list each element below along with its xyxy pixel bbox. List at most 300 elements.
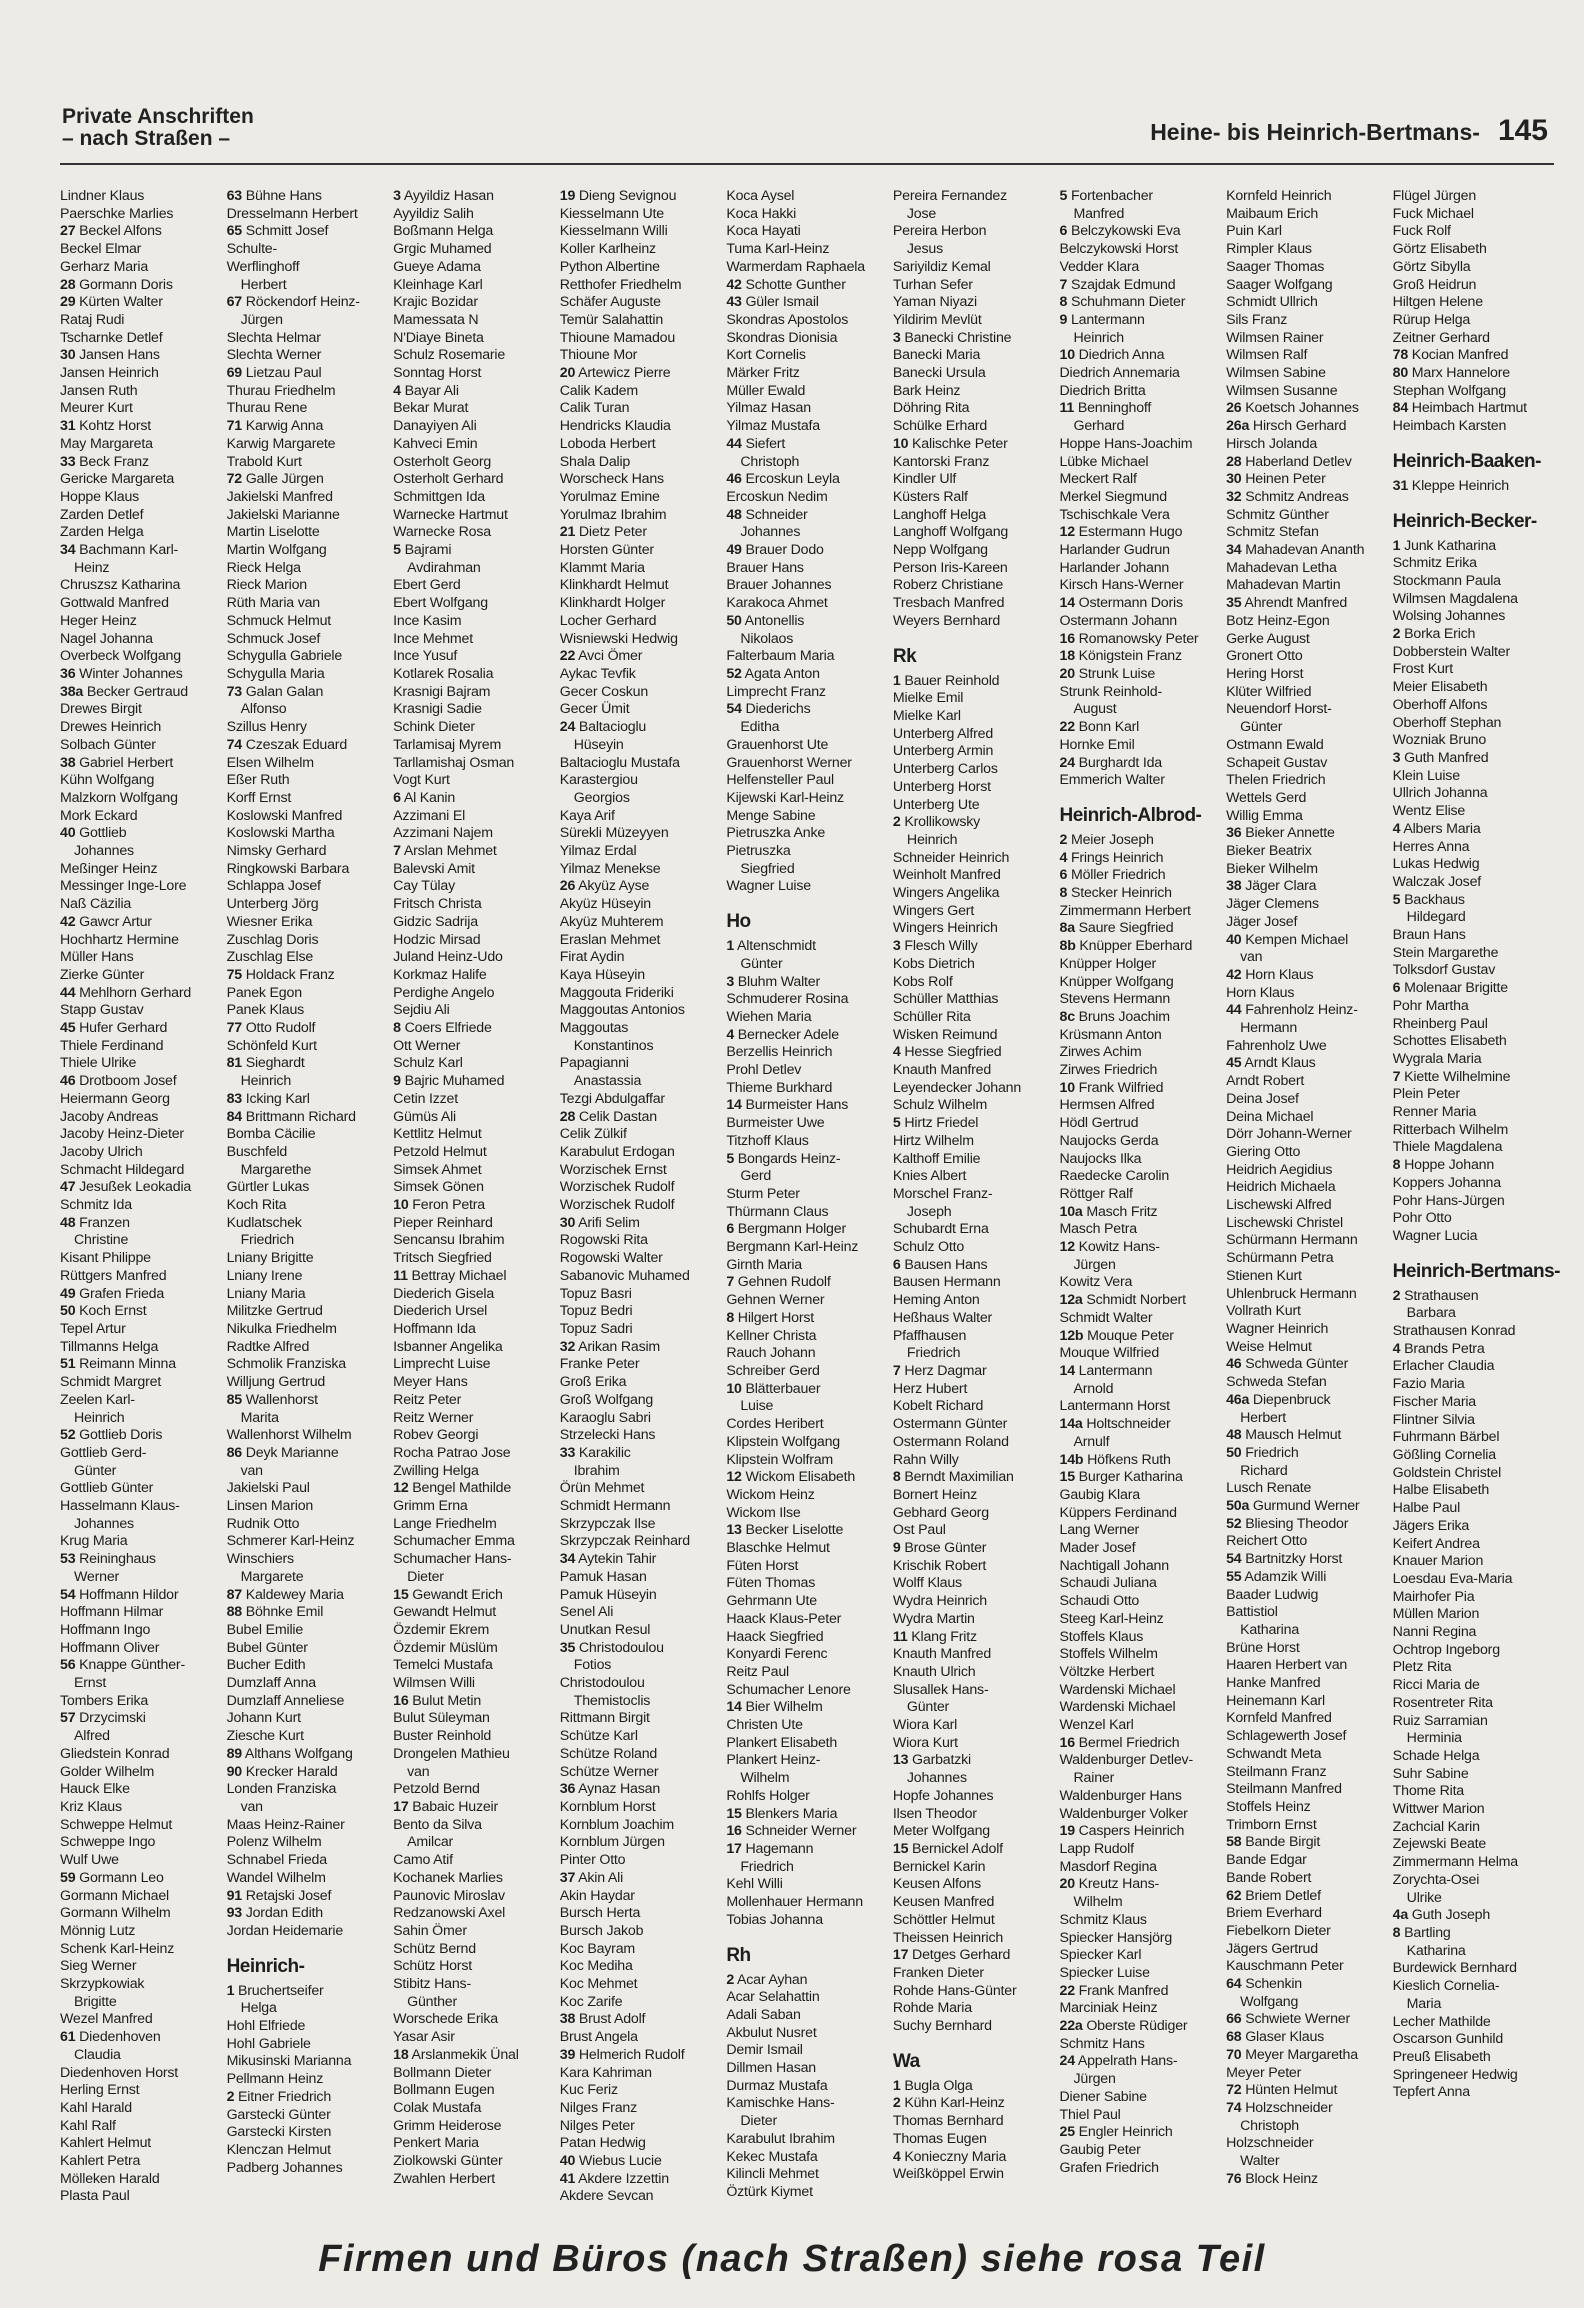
- directory-entry: Müller Hans: [60, 949, 134, 966]
- directory-entry: 8 Schuhmann Dieter: [1059, 294, 1186, 311]
- directory-entry: Grimm Erna: [393, 1498, 468, 1515]
- directory-entry: Falterbaum Maria: [726, 648, 835, 665]
- house-number: 26: [1226, 400, 1242, 417]
- directory-entry: Krug Maria: [60, 1533, 128, 1550]
- directory-entry: Wickom Heinz: [726, 1486, 815, 1503]
- directory-entry: Ostermann Roland: [892, 1433, 1009, 1450]
- directory-entry: Kirsch Hans-Werner: [1059, 577, 1184, 594]
- directory-entry: 65 Schmitt Josef: [226, 223, 329, 240]
- directory-entry: 62 Briem Detlef: [1226, 1887, 1321, 1904]
- directory-entry: Reitz Paul: [726, 1663, 789, 1680]
- house-number: 65: [226, 223, 242, 240]
- house-number: 19: [1059, 1823, 1075, 1840]
- house-number: 49: [60, 1285, 76, 1302]
- entry-continuation: Ernst: [74, 1675, 107, 1692]
- house-number: 35: [559, 1639, 576, 1656]
- directory-entry: Drewes Heinrich: [60, 719, 162, 736]
- house-number: 7: [393, 843, 401, 860]
- house-number: 7: [726, 1274, 735, 1291]
- house-number: 46: [1226, 1356, 1242, 1373]
- house-number: 4: [892, 1044, 901, 1061]
- directory-entry: Emmerich Walter: [1059, 772, 1165, 789]
- directory-entry: 8 Stecker Heinrich: [1059, 885, 1172, 902]
- house-number: 48: [1226, 1427, 1242, 1444]
- directory-entry: Stephan Wolfgang: [1392, 382, 1506, 399]
- directory-entry: Ziesche Kurt: [226, 1728, 304, 1745]
- directory-entry: Groß Wolfgang: [559, 1391, 654, 1408]
- directory-entry: Tepfert Anna: [1392, 2084, 1470, 2101]
- entry-continuation: Herbert: [1240, 1409, 1286, 1426]
- directory-entry: Görtz Sibylla: [1392, 258, 1471, 275]
- directory-entry: Deina Josef: [1226, 1090, 1299, 1107]
- directory-entry: Schubardt Erna: [892, 1221, 989, 1238]
- entry-continuation: Themistoclis: [573, 1692, 651, 1709]
- directory-entry: 85 Wallenhorst: [226, 1391, 318, 1408]
- house-number: 33: [60, 453, 76, 470]
- directory-entry: 28 Gormann Doris: [60, 276, 173, 293]
- directory-entry: Hoffmann Ingo: [60, 1621, 151, 1638]
- house-number: 4: [393, 382, 401, 399]
- directory-entry: Schink Dieter: [393, 719, 475, 736]
- directory-entry: Lniany Brigitte: [226, 1250, 314, 1267]
- entry-continuation: Günther: [407, 1993, 458, 2010]
- house-number: 63: [226, 188, 242, 204]
- directory-entry: Menge Sabine: [726, 807, 816, 824]
- directory-entry: 7 Kiette Wilhelmine: [1392, 1068, 1511, 1085]
- directory-entry: Merkel Siegmund: [1059, 488, 1167, 505]
- directory-entry: Zwilling Helga: [393, 1462, 479, 1479]
- directory-entry: Kobelt Richard: [892, 1398, 984, 1415]
- house-number: 84: [1392, 400, 1409, 417]
- directory-entry: Kisant Philippe: [60, 1250, 151, 1267]
- house-number: 3: [1392, 749, 1401, 766]
- directory-entry: Redzanowski Axel: [393, 1905, 506, 1922]
- directory-entry: Zwahlen Herbert: [393, 2170, 496, 2187]
- entry-continuation: Konstantinos: [573, 1037, 654, 1054]
- directory-entry: Unterberg Armin: [892, 743, 994, 760]
- directory-entry: Schütze Roland: [559, 1745, 658, 1762]
- directory-entry: Koc Zarife: [559, 1993, 623, 2010]
- directory-entry: Gerharz Maria: [60, 258, 149, 275]
- directory-entry: Nepp Wolfgang: [892, 542, 988, 559]
- directory-entry: Wezel Manfred: [60, 2011, 153, 2028]
- house-number: 45: [60, 1020, 76, 1037]
- directory-entry: Cordes Heribert: [726, 1416, 824, 1433]
- directory-entry: Titzhoff Klaus: [726, 1132, 809, 1149]
- directory-entry: Theissen Heinrich: [892, 1929, 1004, 1946]
- directory-entry: Kornfeld Heinrich: [1226, 188, 1332, 204]
- directory-entry: Koslowski Manfred: [226, 807, 343, 824]
- directory-entry: Jansen Heinrich: [60, 365, 159, 382]
- house-number: 10a: [1059, 1203, 1083, 1220]
- directory-entry: Schapeit Gustav: [1226, 754, 1328, 771]
- house-number: 24: [559, 719, 576, 736]
- house-number: 58: [1226, 1834, 1242, 1851]
- directory-entry: Banecki Ursula: [892, 365, 986, 382]
- house-number: 2: [1392, 1287, 1401, 1304]
- directory-entry: Pamuk Hüseyin: [559, 1586, 657, 1603]
- house-number: 78: [1392, 347, 1409, 364]
- directory-entry: 18 Arslanmekik Ünal: [393, 2046, 519, 2063]
- directory-column-7: [1060, 188, 1219, 2206]
- directory-entry: Hering Horst: [1226, 665, 1304, 682]
- house-number: 52: [60, 1427, 76, 1444]
- directory-entry: Blaschke Helmut: [726, 1540, 830, 1557]
- directory-entry: Grgic Muhamed: [393, 241, 492, 258]
- directory-entry: Karwig Margarete: [226, 435, 336, 452]
- directory-entry: Azzimani Najem: [393, 825, 493, 842]
- directory-entry: 10a Masch Fritz: [1059, 1203, 1158, 1220]
- directory-entry: Kühn Wolfgang: [60, 772, 155, 789]
- directory-entry: Nilges Franz: [559, 2099, 637, 2116]
- house-number: 32: [559, 1338, 576, 1355]
- house-number: 6: [393, 789, 401, 806]
- header-rule: [60, 163, 1554, 165]
- directory-entry: Unterberg Ute: [892, 796, 980, 813]
- directory-entry: Schmitz Ida: [60, 1197, 132, 1214]
- directory-entry: 83 Icking Karl: [226, 1090, 310, 1107]
- directory-entry: Garstecki Kirsten: [226, 2124, 332, 2141]
- directory-entry: Mahadevan Martin: [1226, 577, 1341, 594]
- entry-continuation: Günter: [74, 1462, 117, 1479]
- directory-entry: Gecer Ümit: [559, 701, 630, 718]
- entry-continuation: Johannes: [906, 1770, 967, 1787]
- directory-entry: Jäger Josef: [1226, 913, 1298, 930]
- directory-entry: Wentz Elise: [1392, 803, 1466, 820]
- directory-entry: Schmitz Stefan: [1226, 524, 1319, 541]
- directory-entry: Pereira Herbon: [892, 223, 987, 240]
- directory-entry: Wagner Luise: [726, 878, 811, 895]
- directory-entry: 51 Reimann Minna: [60, 1356, 176, 1373]
- entry-continuation: Ibrahim: [573, 1462, 620, 1479]
- street-heading: Rh: [726, 1944, 751, 1966]
- house-number: 41: [559, 2170, 576, 2187]
- directory-entry: Diedrich Britta: [1059, 382, 1146, 399]
- house-number: 8c: [1059, 1008, 1075, 1025]
- house-number: 15: [892, 1840, 909, 1857]
- house-number: 12: [726, 1469, 742, 1486]
- directory-entry: Schulz Wilhelm: [892, 1097, 988, 1114]
- directory-entry: Pletz Rita: [1392, 1659, 1452, 1676]
- directory-entry: Gebhard Georg: [892, 1504, 989, 1521]
- directory-entry: 50 Koch Ernst: [60, 1303, 147, 1320]
- directory-entry: 44 Fahrenholz Heinz-: [1226, 1002, 1358, 1019]
- house-number: 66: [1226, 2011, 1242, 2028]
- directory-entry: Akbulut Nusret: [726, 2024, 817, 2041]
- directory-entry: Konyardi Ferenc: [726, 1646, 828, 1663]
- directory-entry: Schygulla Gabriele: [226, 648, 343, 665]
- header-title-line2: – nach Straßen –: [62, 127, 231, 150]
- house-number: 44: [1226, 1002, 1242, 1019]
- directory-entry: 38 Jäger Clara: [1226, 878, 1317, 895]
- directory-entry: Heming Anton: [892, 1292, 980, 1309]
- directory-entry: Willjung Gertrud: [226, 1374, 326, 1391]
- directory-entry: Kara Kahriman: [559, 2064, 652, 2081]
- directory-entry: Wozniak Bruno: [1392, 732, 1487, 749]
- directory-entry: Tarlamisaj Myrem: [393, 736, 502, 753]
- directory-entry: 4 Bernecker Adele: [726, 1026, 839, 1043]
- directory-entry: Horsten Günter: [559, 542, 654, 559]
- directory-entry: 56 Knappe Günther-: [60, 1657, 185, 1674]
- directory-entry: Schülke Erhard: [892, 418, 988, 435]
- house-number: 81: [226, 1055, 242, 1072]
- directory-entry: Kauschmann Peter: [1226, 1958, 1344, 1975]
- directory-entry: 57 Drzycimski: [60, 1710, 146, 1727]
- directory-entry: Halbe Elisabeth: [1392, 1482, 1490, 1499]
- directory-entry: Schumacher Emma: [393, 1533, 515, 1550]
- directory-entry: Paunovic Miroslav: [393, 1887, 505, 1904]
- directory-entry: 2 Kühn Karl-Heinz: [892, 2095, 1005, 2112]
- directory-entry: Schlagewerth Josef: [1226, 1728, 1347, 1745]
- directory-entry: 16 Romanowsky Peter: [1059, 630, 1199, 647]
- entry-continuation: Heinrich: [906, 831, 958, 848]
- house-number: 70: [1226, 2046, 1242, 2063]
- directory-entry: N'Diaye Bineta: [393, 329, 484, 346]
- directory-entry: Koca Aysel: [726, 188, 795, 204]
- house-number: 33: [559, 1444, 576, 1461]
- directory-entry: Christen Ute: [726, 1717, 803, 1734]
- directory-entry: 15 Blenkers Maria: [726, 1805, 838, 1822]
- directory-entry: Hermsen Alfred: [1059, 1097, 1155, 1114]
- directory-entry: Overbeck Wolfgang: [60, 648, 181, 665]
- directory-entry: 76 Block Heinz: [1226, 2170, 1318, 2187]
- house-number: 89: [226, 1745, 242, 1762]
- directory-entry: Kornblum Jürgen: [559, 1834, 665, 1851]
- directory-entry: Krasnigi Sadie: [393, 701, 482, 718]
- directory-entry: Diedenhoven Horst: [60, 2064, 179, 2081]
- directory-entry: Schmidt Hermann: [559, 1498, 671, 1515]
- directory-entry: Groß Heidrun: [1392, 276, 1477, 293]
- directory-entry: Lübke Michael: [1059, 453, 1149, 470]
- directory-entry: Unterberg Alfred: [892, 725, 994, 742]
- entry-continuation: Wolfgang: [1240, 1993, 1299, 2010]
- directory-entry: Wettels Gerd: [1226, 789, 1307, 806]
- directory-entry: Örün Mehmet: [559, 1480, 645, 1497]
- directory-entry: Heidrich Aegidius: [1226, 1161, 1333, 1178]
- directory-entry: Briem Everhard: [1226, 1905, 1322, 1922]
- directory-entry: Pohr Otto: [1392, 1210, 1452, 1227]
- house-number: 77: [226, 1020, 242, 1037]
- directory-entry: 24 Baltacioglu: [559, 719, 647, 736]
- house-number: 22a: [1059, 2018, 1083, 2035]
- directory-entry: Mairhofer Pia: [1392, 1588, 1475, 1605]
- directory-entry: Neuendorf Horst-: [1226, 701, 1332, 718]
- directory-entry: Petzold Helmut: [393, 1143, 487, 1160]
- house-number: 40: [1226, 931, 1242, 948]
- entry-continuation: August: [1073, 701, 1117, 718]
- directory-entry: 10 Frank Wilfried: [1059, 1079, 1164, 1096]
- directory-entry: 1 Junk Katharina: [1392, 537, 1496, 554]
- directory-entry: 4 Brands Petra: [1392, 1340, 1485, 1357]
- house-number: 26: [559, 878, 576, 895]
- entry-continuation: Hüseyin: [573, 736, 624, 753]
- directory-entry: 12 Wickom Elisabeth: [726, 1469, 856, 1486]
- directory-entry: Grafen Friedrich: [1059, 2159, 1159, 2176]
- directory-entry: 14 Burmeister Hans: [726, 1097, 849, 1114]
- directory-entry: Dumzlaff Anna: [226, 1675, 316, 1692]
- directory-entry: Boßmann Helga: [393, 223, 494, 240]
- directory-entry: Akyüz Hüseyin: [559, 896, 651, 913]
- directory-entry: Tresbach Manfred: [892, 595, 1005, 612]
- directory-entry: Zierke Günter: [60, 966, 145, 983]
- header-title-line1: Private Anschriften: [62, 105, 254, 128]
- directory-entry: Klein Luise: [1392, 767, 1460, 784]
- directory-entry: 49 Grafen Frieda: [60, 1285, 165, 1302]
- directory-entry: Tobias Johanna: [726, 1911, 823, 1928]
- directory-entry: Kobs Dietrich: [892, 955, 975, 972]
- directory-entry: Perdighe Angelo: [393, 984, 495, 1001]
- directory-entry: Tscharnke Detlef: [60, 329, 163, 346]
- directory-entry: Zimmermann Helma: [1392, 1854, 1518, 1871]
- house-number: 12: [393, 1480, 409, 1497]
- house-number: 2: [892, 2095, 901, 2112]
- house-number: 36: [559, 1781, 576, 1798]
- directory-entry: Yilmaz Menekse: [559, 860, 661, 877]
- directory-entry: Meckert Ralf: [1059, 471, 1137, 488]
- entry-continuation: Brigitte: [74, 1993, 117, 2010]
- directory-entry: Limprecht Luise: [393, 1356, 491, 1373]
- entry-continuation: Hildegard: [1406, 909, 1466, 926]
- directory-entry: Hödl Gertrud: [1059, 1115, 1139, 1132]
- directory-entry: Herling Ernst: [60, 2082, 140, 2099]
- directory-entry: Thiel Paul: [1059, 2106, 1121, 2123]
- directory-entry: Sahin Ömer: [393, 1922, 467, 1939]
- directory-entry: Kaya Arif: [559, 807, 615, 824]
- directory-entry: Kalthoff Emilie: [892, 1150, 981, 1167]
- directory-entry: Oberhoff Alfons: [1392, 696, 1488, 713]
- entry-continuation: Alfonso: [240, 701, 287, 718]
- house-number: 68: [1226, 2029, 1242, 2046]
- directory-entry: 4 Albers Maria: [1392, 820, 1481, 837]
- directory-entry: Korff Ernst: [226, 789, 292, 806]
- directory-entry: Frost Kurt: [1392, 661, 1453, 678]
- directory-entry: Adali Saban: [726, 2006, 801, 2023]
- directory-entry: Papagianni: [559, 1055, 629, 1072]
- directory-entry: Londen Franziska: [226, 1781, 337, 1798]
- house-number: 38: [1226, 878, 1242, 895]
- entry-continuation: Heinrich: [74, 1409, 125, 1426]
- directory-entry: Bursch Herta: [559, 1905, 641, 1922]
- directory-entry: Sürekli Müzeyyen: [559, 825, 669, 842]
- house-number: 7: [892, 1363, 901, 1379]
- house-number: 13: [726, 1522, 742, 1539]
- directory-entry: Calik Kadem: [559, 382, 638, 399]
- house-number: 2: [726, 1971, 735, 1988]
- house-number: 12: [1059, 1239, 1075, 1256]
- directory-entry: 26 Koetsch Johannes: [1226, 400, 1359, 417]
- directory-entry: 28 Celik Dastan: [559, 1108, 657, 1125]
- directory-entry: Koc Bayram: [559, 1940, 636, 1957]
- directory-entry: Johann Kurt: [226, 1710, 301, 1727]
- directory-entry: Gehrmann Ute: [726, 1593, 817, 1610]
- directory-column-6: [893, 188, 1052, 2206]
- house-number: 13: [892, 1752, 909, 1769]
- directory-column-9: [1393, 188, 1560, 2206]
- directory-entry: Wagner Heinrich: [1226, 1321, 1329, 1337]
- directory-entry: Slusallek Hans-: [892, 1681, 989, 1698]
- directory-entry: Langhoff Helga: [892, 506, 987, 523]
- entry-continuation: Alfred: [74, 1728, 110, 1745]
- house-number: 1: [892, 672, 901, 689]
- directory-entry: Firat Aydin: [559, 949, 625, 966]
- directory-entry: Bollmann Dieter: [393, 2064, 492, 2081]
- directory-entry: Wingers Gert: [892, 902, 975, 919]
- directory-entry: Rieck Marion: [226, 577, 307, 594]
- directory-entry: 8b Knüpper Eberhard: [1059, 938, 1193, 955]
- directory-entry: Holzschneider: [1226, 2135, 1314, 2152]
- directory-entry: Naujocks Ilka: [1059, 1150, 1142, 1167]
- directory-entry: Brauer Hans: [726, 559, 804, 576]
- directory-entry: Klinkhardt Helmut: [559, 577, 669, 594]
- house-number: 31: [60, 418, 76, 435]
- house-number: 17: [726, 1840, 742, 1857]
- house-number: 83: [226, 1090, 242, 1107]
- directory-entry: Vollrath Kurt: [1226, 1303, 1301, 1320]
- directory-entry: 48 Schneider: [726, 506, 808, 523]
- directory-entry: 10 Kalischke Peter: [892, 435, 1008, 452]
- directory-entry: Hauck Elke: [60, 1781, 130, 1798]
- directory-entry: Karaoglu Sabri: [559, 1409, 651, 1426]
- directory-entry: Rogowski Rita: [559, 1232, 648, 1249]
- directory-entry: Warmerdam Raphaela: [726, 258, 865, 275]
- directory-entry: Zirwes Friedrich: [1059, 1062, 1158, 1079]
- directory-entry: Kleinhage Karl: [393, 276, 483, 293]
- directory-entry: Pellmann Heinz: [226, 2071, 324, 2088]
- directory-entry: 54 Hoffmann Hildor: [60, 1586, 179, 1603]
- directory-entry: Diederich Gisela: [393, 1285, 495, 1302]
- entry-continuation: Richard: [1240, 1462, 1288, 1479]
- directory-entry: Beckel Elmar: [60, 241, 142, 258]
- directory-entry: Knüpper Wolfgang: [1059, 973, 1174, 990]
- directory-entry: 4 Hesse Siegfried: [892, 1044, 1002, 1061]
- directory-entry: Kamischke Hans-: [726, 2095, 835, 2112]
- house-number: 73: [226, 683, 242, 700]
- directory-entry: Balevski Amit: [393, 860, 475, 877]
- house-number: 75: [226, 966, 242, 983]
- house-number: 74: [226, 736, 242, 753]
- directory-entry: Wolff Klaus: [892, 1575, 962, 1592]
- directory-entry: Senel Ali: [559, 1604, 614, 1621]
- house-number: 4: [1392, 1340, 1401, 1357]
- directory-entry: Plankert Heinz-: [726, 1752, 821, 1769]
- directory-entry: Ricci Maria de: [1392, 1677, 1480, 1694]
- directory-entry: Hoffmann Oliver: [60, 1639, 160, 1656]
- directory-entry: Pereira Fernandez: [892, 188, 1008, 204]
- directory-entry: Grauenhorst Werner: [726, 754, 852, 771]
- house-number: 72: [226, 471, 242, 488]
- directory-entry: 45 Hufer Gerhard: [60, 1020, 168, 1037]
- directory-entry: Mamessata N: [393, 311, 479, 328]
- directory-entry: Schmitz Hans: [1059, 2035, 1145, 2052]
- directory-entry: 40 Gottlieb: [60, 825, 127, 842]
- directory-entry: Golder Wilhelm: [60, 1763, 155, 1780]
- directory-entry: Pieper Reinhard: [393, 1214, 493, 1231]
- house-number: 1: [1392, 537, 1401, 554]
- directory-column-8: [1226, 188, 1385, 2206]
- house-number: 15: [393, 1586, 409, 1603]
- directory-entry: Python Albertine: [559, 258, 660, 275]
- entry-continuation: Friedrich: [906, 1345, 961, 1362]
- directory-entry: Özdemir Müslüm: [393, 1639, 498, 1656]
- directory-entry: Pohr Hans-Jürgen: [1392, 1192, 1505, 1209]
- house-number: 10: [726, 1380, 742, 1397]
- entry-continuation: Dieter: [407, 1568, 444, 1585]
- directory-entry: Buschfeld: [226, 1143, 288, 1160]
- directory-entry: Kahlert Petra: [60, 2153, 141, 2170]
- directory-entry: Jäger Clemens: [1226, 896, 1319, 913]
- directory-entry: 30 Arifi Selim: [559, 1214, 640, 1231]
- directory-entry: Kijewski Karl-Heinz: [726, 789, 844, 806]
